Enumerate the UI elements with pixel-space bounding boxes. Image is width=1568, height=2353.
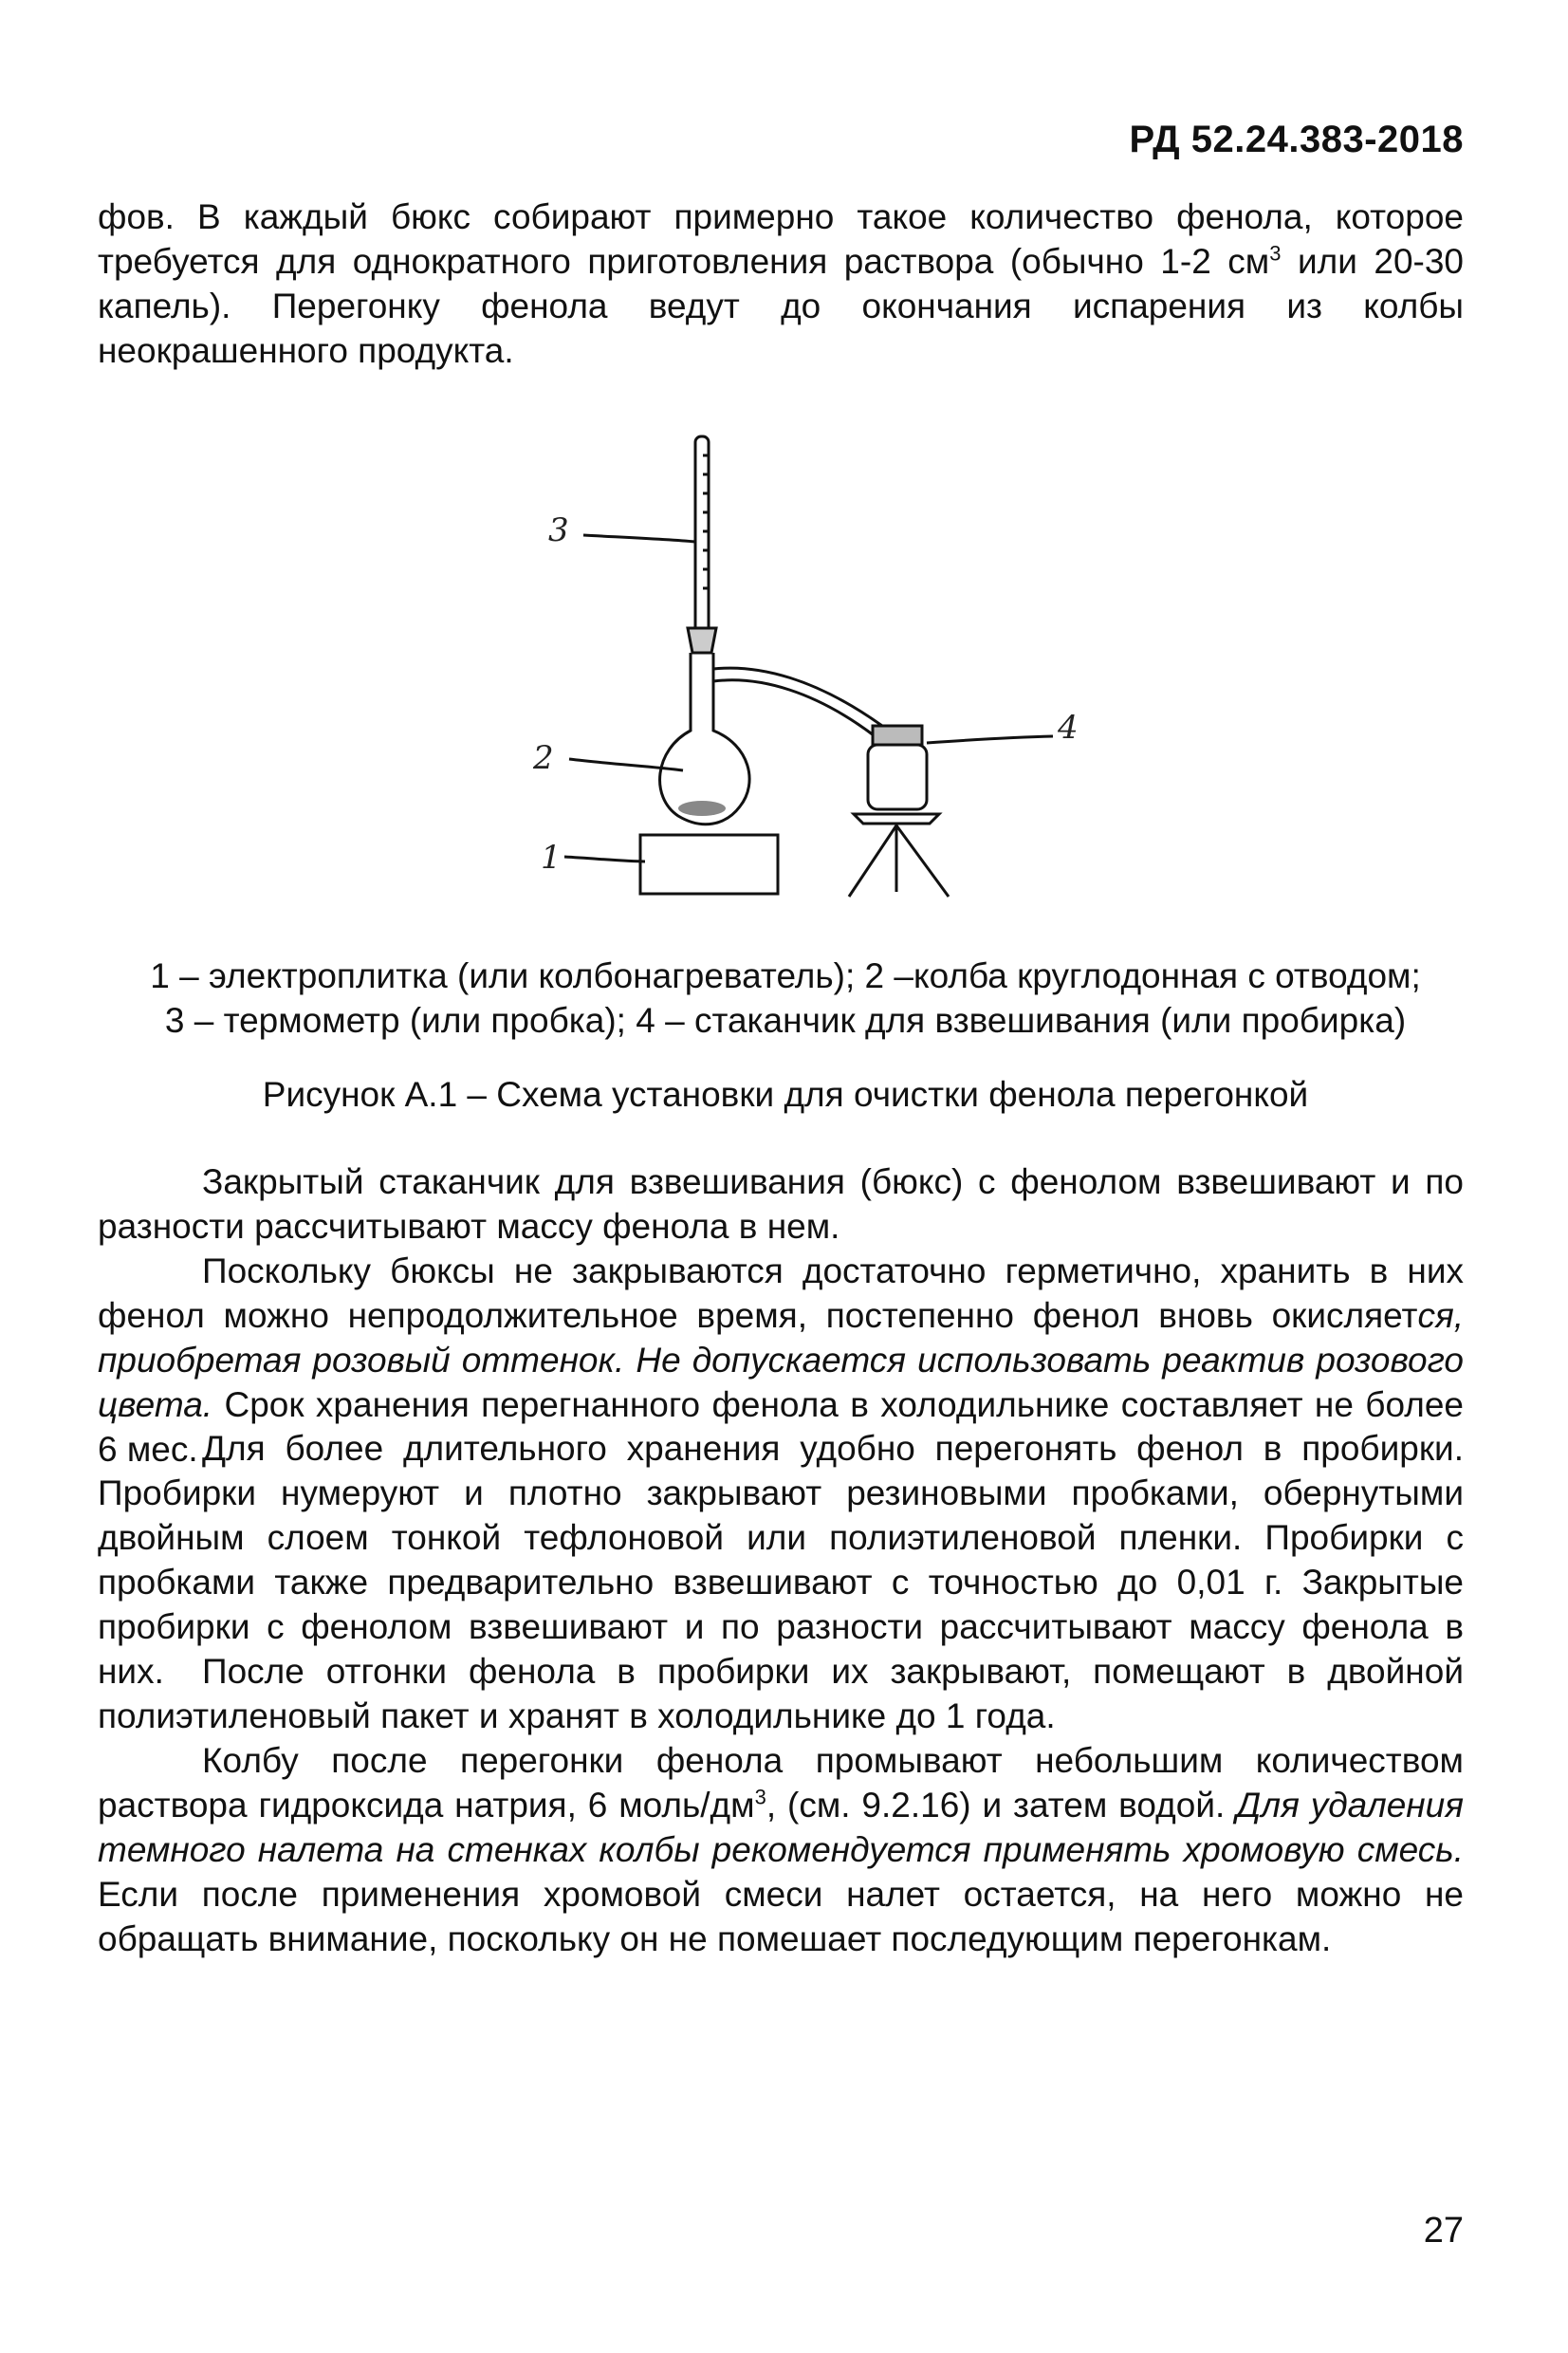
cleaning-superscript: 3 — [754, 1785, 766, 1809]
storage-text-end: Срок хранения перегнанного фенола в холодильнике составляет не более 6 мес. — [98, 1385, 1464, 1469]
paragraph-weighing: Закрытый стаканчик для взвешивания (бюкс) с фенолом взвешивают и по разности рассчитывают массу фенола в нем. — [98, 1162, 1464, 1246]
storage-italic-text: ся, приобретая розовый оттенок. Не допускается использовать реактив розового цвета. — [98, 1296, 1464, 1424]
side-arm — [713, 668, 892, 732]
hot-plate — [640, 835, 778, 894]
thermometer — [695, 436, 709, 636]
document-code: РД 52.24.383-2018 — [1129, 119, 1464, 160]
cleaning-text-end: Если после применения хромовой смеси налет остается, на него можно не обращать внимание, поскольку он не помешает последующим перегонкам. — [98, 1875, 1464, 1958]
distillation-diagram — [474, 417, 1138, 911]
paragraph-flask-cleaning — [98, 1738, 1464, 1961]
paragraph-long-storage: Для более длительного хранения удобно перегонять фенол в пробирки. Пробирки нумеруют и плотно закрывают резиновыми пробками, обернутыми двойным слоем тонкой тефлоновой или полиэтиленовой пленки. Пробирки с пробками также предварительно взвешивают с точностью до 0,01 г. Закрытые пробирки с фенолом взвешивают и по разности рассчитывают массу фенола в них. — [98, 1429, 1464, 1691]
label-2: 2 — [533, 739, 554, 777]
figure-legend-line-2: 3 – термометр (или пробка); 4 – стаканчик для взвешивания (или пробирка) — [164, 1001, 1407, 1040]
round-bottom-flask — [660, 653, 750, 824]
storage-text: Поскольку бюксы не закрываются достаточно герметично, хранить в них фенол можно непродолжительное время, постепенно фенол вновь окисляет — [98, 1251, 1464, 1335]
intro-text-b: или 20-30 капель). Перегонку фенола ведут до окончания испарения из колбы неокрашенного продукта. — [98, 242, 1464, 370]
label-4: 4 — [1058, 709, 1079, 747]
cleaning-text: Колбу после перегонки фенола промывают небольшим количеством раствора гидроксида натрия, 6 моль/дм — [98, 1741, 1464, 1825]
figure-legend-line-1: 1 – электроплитка (или колбонагреватель); 2 –колба круглодонная с отводом; — [150, 956, 1421, 995]
cleaning-text-mid: , (см. 9.2.16) и затем водой. — [766, 1786, 1237, 1825]
intro-text-a: фов. В каждый бюкс собирают примерно такое количество фенола, которое требуется для однократного приготовления раствора (обычно 1-2 см — [98, 197, 1464, 281]
stopper — [688, 628, 716, 653]
label-1: 1 — [541, 839, 562, 877]
paragraph-after-distillation: После отгонки фенола в пробирки их закрывают, помещают в двойной полиэтиленовый пакет и хранят в холодильнике до 1 года. — [98, 1652, 1464, 1735]
receiving-vial — [873, 726, 922, 745]
page-number: 27 — [1423, 2211, 1464, 2251]
label-3: 3 — [548, 511, 569, 549]
tripod-stand — [854, 814, 939, 824]
intro-paragraph — [98, 195, 1464, 373]
figure-caption: Рисунок А.1 – Схема установки для очистки фенола перегонкой — [262, 1075, 1309, 1114]
cleaning-italic-text: Для удаления темного налета на стенках колбы рекомендуется применять хромовую смесь. — [98, 1786, 1464, 1869]
intro-superscript: 3 — [1269, 241, 1282, 266]
